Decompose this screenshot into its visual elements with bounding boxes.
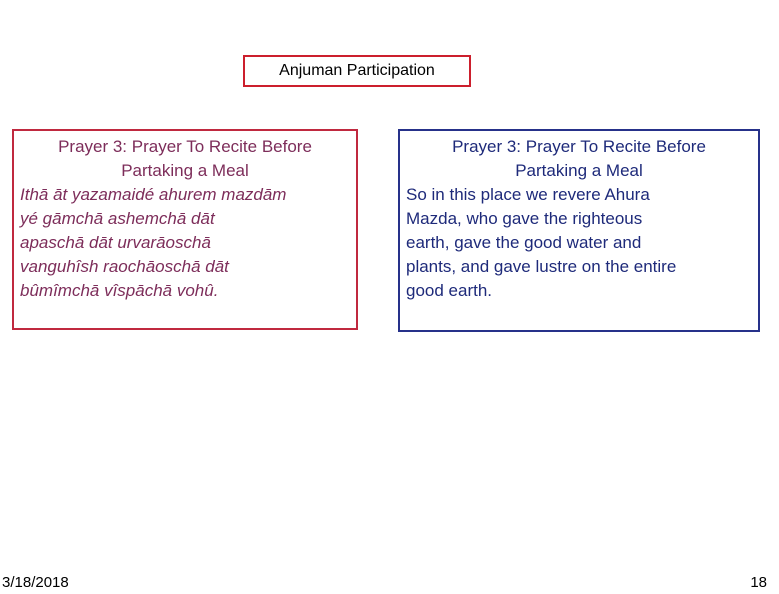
transliteration-line: Ithā āt yazamaidé ahurem mazdām	[20, 185, 287, 204]
translation-card	[398, 129, 760, 332]
footer-date: 3/18/2018	[2, 574, 69, 591]
translation-line: plants, and gave lustre on the entire	[406, 257, 677, 276]
transliteration-line: apaschā dāt urvarāoschā	[20, 233, 211, 252]
translation-line: earth, gave the good water and	[406, 233, 642, 252]
translation-line: So in this place we revere Ahura	[406, 185, 650, 204]
transliteration-line: yé gāmchā ashemchā dāt	[20, 209, 215, 228]
transliteration-heading-line-1: Prayer 3: Prayer To Recite Before	[58, 137, 312, 156]
slide-title: Anjuman Participation	[279, 62, 435, 79]
transliteration-heading-line-2: Partaking a Meal	[121, 161, 249, 180]
transliteration-line: vanguhîsh raochāoschā dāt	[20, 257, 229, 276]
transliteration-line: bûmîmchā vîspāchā vohû.	[20, 281, 219, 300]
translation-line: good earth.	[406, 281, 493, 300]
slide-title-box	[243, 55, 471, 87]
transliteration-card	[12, 129, 358, 330]
translation-heading-line-1: Prayer 3: Prayer To Recite Before	[452, 137, 706, 156]
translation-heading-line-2: Partaking a Meal	[515, 161, 643, 180]
page-number: 18	[750, 574, 767, 591]
translation-line: Mazda, who gave the righteous	[406, 209, 643, 228]
